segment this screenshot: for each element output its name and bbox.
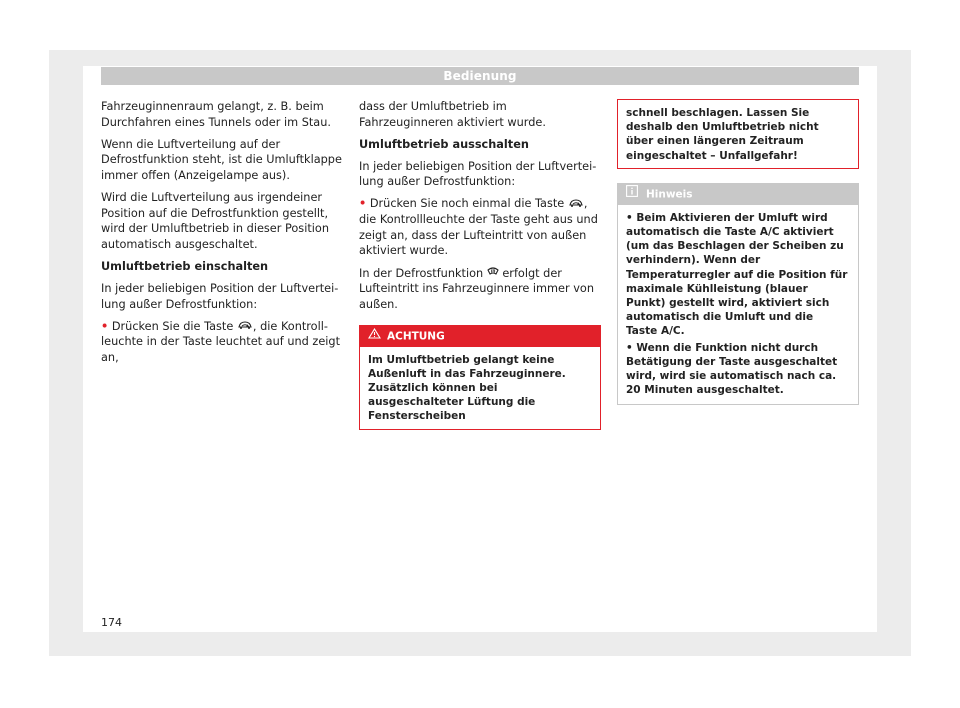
paragraph: dass der Umluftbetrieb im Fahrzeuginneren aktiviert wurde. <box>359 100 546 129</box>
section-title: Bedienung <box>443 69 517 83</box>
warning-header <box>360 326 600 347</box>
subheading-recirculation-off: Umluftbetrieb ausschalten <box>359 137 529 151</box>
recirculation-icon <box>568 197 584 213</box>
info-icon <box>626 184 638 205</box>
recirculation-icon <box>237 319 253 335</box>
bullet-item <box>359 196 601 259</box>
page-number: 174 <box>101 616 122 629</box>
paragraph: Wenn die Luftverteilung auf der Defrostfunktion steht, ist die Umluftklappe immer offen (Anzeigelampe aus). <box>101 137 342 182</box>
bullet-text-end: , die Kontrollleuchte in der Taste leuchtet auf und zeigt an, <box>101 319 341 365</box>
bullet-marker: • <box>359 197 367 211</box>
warning-triangle-icon <box>368 326 381 347</box>
note-text <box>618 205 858 405</box>
bullet-marker: • <box>626 341 633 354</box>
defrost-text-end: erfolgt der Lufteintritt ins Fahrzeuginnere immer von außen. <box>359 266 594 311</box>
bullet-item <box>101 319 347 366</box>
paragraph: Fahrzeuginnenraum gelangt, z. B. beim Durchfahren eines Tunnels oder im Stau. <box>101 100 331 129</box>
note-title: Hinweis <box>646 188 693 201</box>
warning-title: ACHTUNG <box>387 330 445 343</box>
warning-text: Im Umluftbetrieb gelangt keine Außenluft in das Fahrzeuginnere. Zusätzlich können bei ausgeschalteter Lüftung die Fensterscheiben <box>368 353 566 423</box>
bullet-text-end: , die Kontrollleuchte der Taste geht aus und zeigt an, dass der Lufteintritt von außen aktiviert wurde. <box>359 197 598 258</box>
section-header-bar <box>101 67 859 85</box>
defrost-icon <box>487 266 499 282</box>
paragraph: Wird die Luftverteilung aus irgendeiner Position auf die Defrostfunktion gestellt, wird der Umluftbetrieb in dieser Position automatisch ausgeschaltet. <box>101 190 329 251</box>
note-item <box>626 341 848 398</box>
paragraph <box>359 266 601 313</box>
note-item <box>626 211 848 339</box>
bullet-marker: • <box>101 319 109 333</box>
defrost-text-start: In der Defrostfunktion <box>359 266 487 280</box>
subheading-recirculation-on: Umluftbetrieb einschalten <box>101 259 269 273</box>
bullet-text-start: Drücken Sie die Taste <box>111 319 237 333</box>
warning-continuation: schnell beschlagen. Lassen Sie deshalb den Umluftbetrieb nicht über einen längeren Zeitraum eingeschaltet – Unfallgefahr! <box>617 99 859 169</box>
note-header <box>618 184 858 205</box>
text-column-2 <box>359 99 601 430</box>
text-column-3 <box>617 99 859 405</box>
paragraph: In jeder beliebigen Position der Luftverteilung außer Defrostfunktion: <box>359 159 597 189</box>
warning-box <box>359 325 601 430</box>
note-item-text: Wenn die Funktion nicht durch Betätigung der Taste ausgeschaltet wird, wird sie automatisch nach ca. 20 Minuten ausgeschaltet. <box>626 341 838 397</box>
note-box <box>617 183 859 406</box>
note-item-text: Beim Aktivieren der Umluft wird automatisch die Taste A/C aktiviert (um das Beschlagen der Scheiben zu verhindern). Wenn der Temperaturregler auf die Position für maximale Kühlleistung (blauer Punkt) gestellt wird, aktiviert sich automatisch die Umluft und die Taste A/C. <box>626 211 848 338</box>
bullet-marker: • <box>626 211 633 224</box>
paragraph: In jeder beliebigen Position der Luftverteilung außer Defrostfunktion: <box>101 281 339 311</box>
text-column-1 <box>101 99 347 372</box>
bullet-text-start: Drücken Sie noch einmal die Taste <box>369 197 568 211</box>
